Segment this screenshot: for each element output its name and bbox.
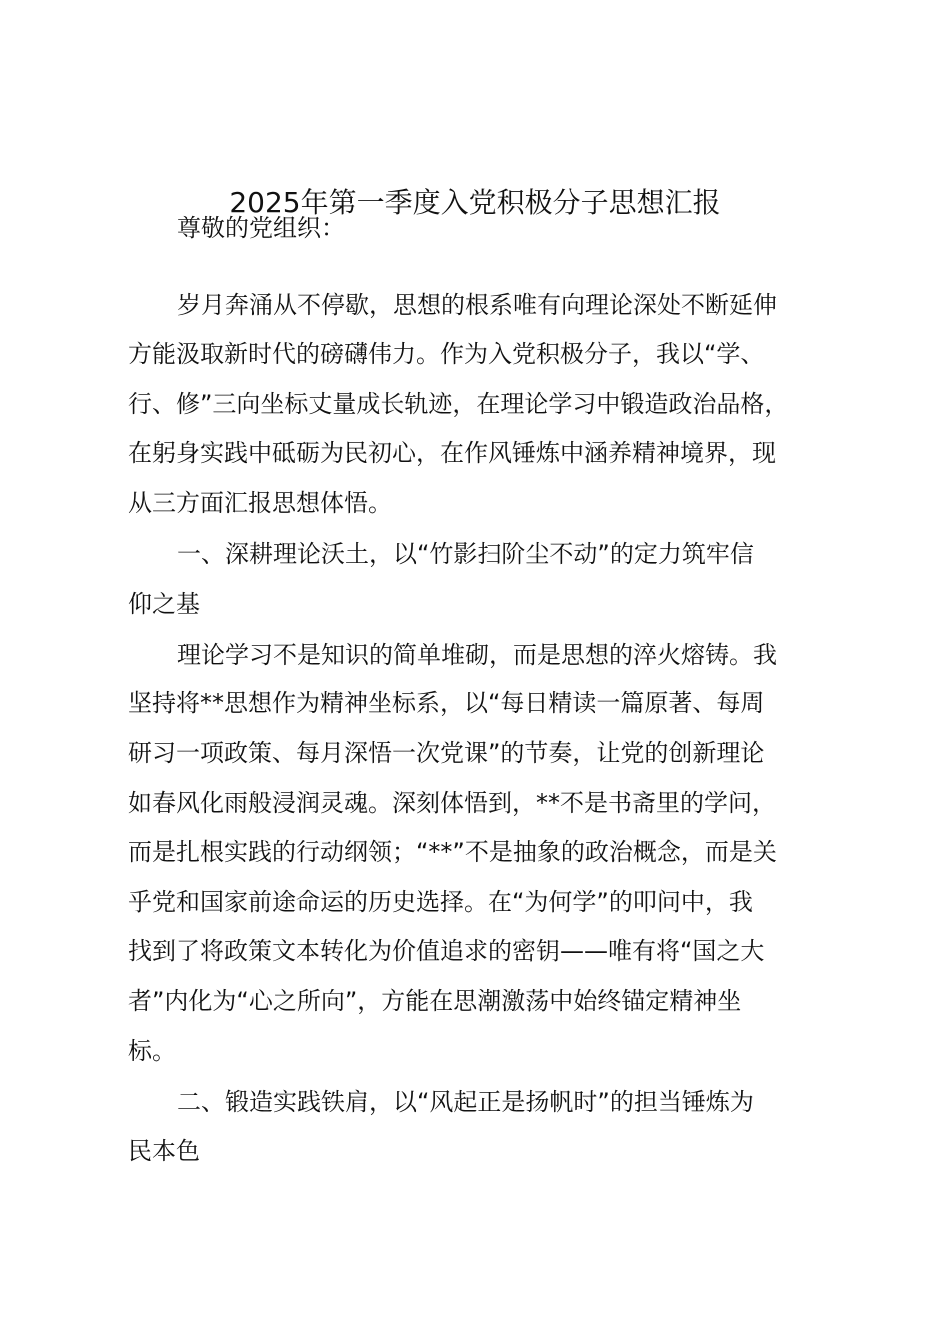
paragraph-1-line-4: 在躬身实践中砥砺为民初心，在作风锤炼中涵养精神境界，现: [128, 439, 776, 467]
paragraph-1-line-5: 从三方面汇报思想体悟。: [128, 489, 392, 517]
section-heading-1-line-1: 一、深耕理论沃土，以“竹影扫阶尘不动”的定力筑牢信: [177, 540, 754, 568]
paragraph-2-line-5: 而是扎根实践的行动纲领；“**”不是抽象的政治概念，而是关: [128, 838, 777, 866]
paragraph-1-line-1: 岁月奔涌从不停歇，思想的根系唯有向理论深处不断延伸: [177, 291, 777, 319]
section-heading-1-line-2: 仰之基: [128, 590, 200, 618]
paragraph-2-line-7: 找到了将政策文本转化为价值追求的密钥——唯有将“国之大: [128, 937, 765, 965]
paragraph-2-line-2: 坚持将**思想作为精神坐标系，以“每日精读一篇原著、每周: [128, 689, 765, 717]
paragraph-2-line-9: 标。: [128, 1037, 176, 1065]
salutation: 尊敬的党组织：: [177, 214, 345, 242]
paragraph-2-line-1: 理论学习不是知识的简单堆砌，而是思想的淬火熔铸。我: [177, 641, 777, 669]
paragraph-2-line-3: 研习一项政策、每月深悟一次党课”的节奏，让党的创新理论: [128, 739, 765, 767]
paragraph-1-line-3: 行、修”三向坐标丈量成长轨迹，在理论学习中锻造政治品格，: [128, 390, 789, 418]
paragraph-2-line-8: 者”内化为“心之所向”，方能在思潮激荡中始终锚定精神坐: [128, 987, 742, 1015]
paragraph-2-line-6: 乎党和国家前途命运的历史选择。在“为何学”的叩问中，我: [128, 888, 753, 916]
document-title: 2025年第一季度入党积极分子思想汇报: [229, 186, 721, 219]
paragraph-1-line-2: 方能汲取新时代的磅礴伟力。作为入党积极分子，我以“学、: [128, 340, 765, 368]
paragraph-2-line-4: 如春风化雨般浸润灵魂。深刻体悟到，**不是书斋里的学问，: [128, 789, 776, 817]
section-heading-2-line-2: 民本色: [128, 1137, 200, 1165]
section-heading-2-line-1: 二、锻造实践铁肩，以“风起正是扬帆时”的担当锤炼为: [177, 1088, 754, 1116]
